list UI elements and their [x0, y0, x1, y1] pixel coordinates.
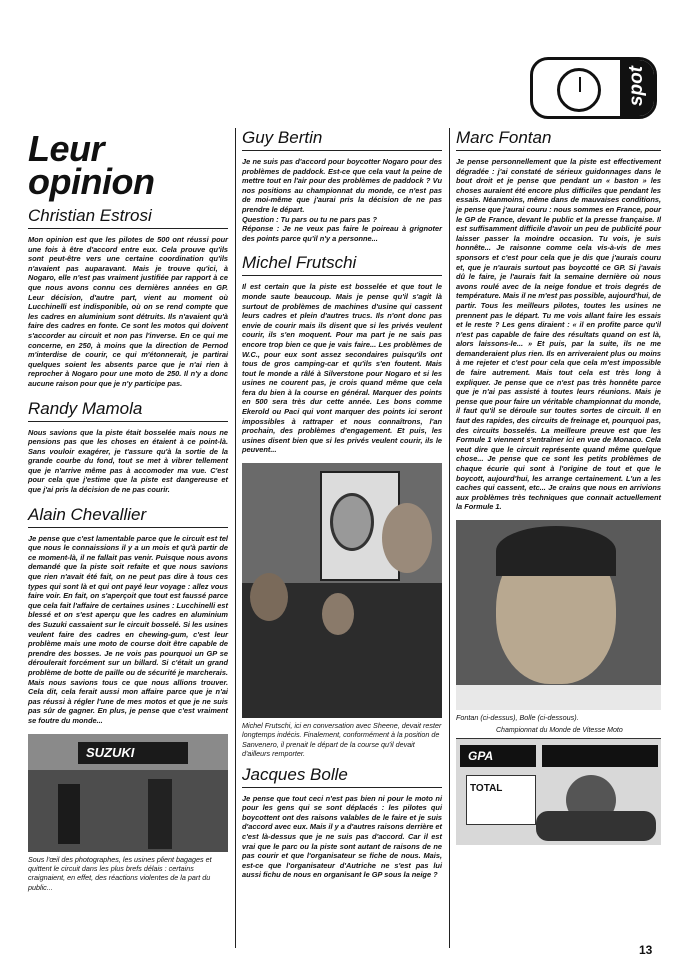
fontan-photo [456, 520, 661, 710]
bertin-question: Question : Tu pars ou tu ne pars pas ? [242, 214, 377, 224]
chevallier-text: Je pense que c'est lamentable parce que le circuit est tel que nous le connaissions il y a un mois et qu'à partir de ce moment-là, il ne fallait pas venir. Puisque nous avons demandé que la piste soit refaite et que nous savions que rien n'avait été fait, on ne peut pas dire à tous ces types qui sont là et qui ont payé leur voyage : allez vous faire voir. En fait, on s'aperçoit que tout est faussé parce que cela fait l'affaire de certaines usines : Lucchinelli est blessé et on s'est aperçu que les cadres en aluminium des Suzuki cassaient sur le circuit bosselé. Si les usines veulent faire des cadres en chewing-gum, c'est leur problème mais une moto de course doit être capable de prendre des bosses. Je ne vois pas pourquoi un GP se déroulerait forcément sur un billard. Si c'était un grand problème de botte de paille ou de sécurité je marcherais. Mais nous savions tous ce que nous allions trouver. Cela dit, cela ferait aussi mon affaire parce que je n'ai pas réussi à régler l'une de mes motos et que je ne suis pas sûr de gagner. En plus, je pense que c'est vraiment se foutre du monde... [28, 533, 228, 725]
page-number: 13 [639, 943, 653, 957]
page-title: Leur opinion [28, 128, 155, 202]
bertin-heading: Guy Bertin [242, 128, 323, 147]
logo-text: spot [626, 66, 647, 107]
frutschi-heading: Michel Frutschi [242, 253, 357, 273]
column-3 [456, 128, 661, 845]
frutschi-caption: Michel Frutschi, ici en conversation avec Sheene, devait rester longtemps indécis. Finalement, conformément à la position de Sanvenero, il prenait le départ de la course qu'il devait d'ailleurs remporter. [242, 721, 442, 759]
bertin-text: Je ne suis pas d'accord pour boycotter Nogaro pour des problèmes de paddock. Est-ce que cela vaut la peine de mettre tout en l'air pour des problèmes de paddock ? Vu nos positions au championnat du monde, ce n'est pas de moi-même que j'aurai pris la décision de ne pas prendre le départ. [242, 157, 442, 214]
column-1 [28, 128, 228, 892]
column-2 [242, 128, 442, 880]
bolle-heading: Jacques Bolle [242, 764, 348, 784]
frutschi-text: Il est certain que la piste est bosselée et que tout le monde saute beaucoup. Mais je pense qu'il s'agit là surtout de problèmes de machines d'usine qui cassent leurs cadres et plein d'autres trucs. Ils n'ont donc pas envie de courir mais ils disent que si les privés veulent courir, ils s'en moquent. Pour ma part je ne sais pas encore trop bien ce que je vais faire... Les problèmes de W.C., pour eux sont assez secondaires puisqu'ils ont tous de gros camping-car et qu'ils s'en foutent. Mais tout le monde a râlé à Silverstone pour Nogaro et si les usines ne courent pas, je crois quand même que cela fera du bien à la course en général. Marquer des points en 500 sera très dur cette année. Les bons comme Ekerold ou Paci qui vont marquer des points ici seront impossibles à rattraper et nous connaîtrons, l'an prochain, des problèmes d'engagement. Et puis, les usines disent bien que si les privés veulent courir, ils le peuvent... [242, 282, 442, 455]
fontan-caption: Fontan (ci-dessus), Bolle (ci-dessous). [456, 712, 579, 722]
fontan-text: Je pense personnellement que la piste est effectivement dégradée : j'ai constaté de sérieux guidonnages dans le bout droit et je pense que pendant un « baston » les choses auraient été encore plus difficiles que pendant les essais. Néanmoins, même dans de mauvaises conditions, je pense que j'aurai couru : nous sommes en France, pour le GP de France, devant le public et la presse française. Il est suffisamment difficile d'avoir un peu de publicité pour laisser passer la moindre occasion. Tu vois, je suis honnête... Je raisonne comme cela vis-à-vis de mes sponsors et c'est pour cela que je dis que j'aurais couru et, que je n'aurais surtout pas boycotté ce GP. Si j'avais dû le faire, je l'aurais fait la semaine dernière où nous avons roulé avec de la neige fondue et trois degrés de température. Mais il ne m'est pas possible, aujourd'hui, de partir. Tous les meilleurs pilotes, toutes les usines ne prennent pas le départ. Tu me vois allant faire les essais et le reste ? Les gens diraient : « il en profite parce qu'il n'est pas capable de faire des résultats quand on est là, alors laissons-le... » Et puis, par la suite, ils ne me demanderaient plus rien. Ils en arriveraient plus ou moins à me rejeter et c'est pour cela que cela m'est impossible de faire autrement. Mais tout cela est très long à expliquer. Je pense que ce n'est pas très honnête parce que je n'ai pas assisté à toutes leurs réunions. Mais je pense que pour faire un véritable championnat du monde, il faut qu'il se déroule sur toutes sortes de circuit. Il en faut des rapides, des circuits de freinage et, pourquoi pas, des circuits bosselés. La meilleure preuve est que les Formule 1 viennent s'entraîner ici en vue de Monaco. Cela veut dire que le circuit représente quand même quelque chose... Je pense que ce sont les petits problèmes de chaque écurie qui sont à l'origine de tout et que le boycott, aujourd'hui, les arrange certainement. L'un a les caches qui cassent, etc... Je crains que nous en arrivions aux problèmes très techniques que connait actuellement la Formule 1. [456, 157, 661, 512]
mamola-text: Nous savions que la piste était bosselée mais nous ne pensions pas que les choses en étaient à ce point-là. Sans vouloir exagérer, je t'assure qu'à la sortie de la grande courbe du fond, tout se met à vibrer tellement que je n'arrive même pas à accomoder ma vue. C'est pour cela que j'estime que la piste est dangereuse et que j'ai pris la décision de ne pas courir. [28, 427, 228, 495]
spot-logo [530, 57, 657, 119]
stopwatch-icon [557, 68, 601, 112]
bolle-photo: Championnat du Monde de Vitesse Moto GPA TOTAL [456, 725, 661, 845]
suzuki-caption: Sous l'œil des photographes, les usines plient bagages et quittent le circuit dans les plus brefs délais : certains craignaient, en effet, des réactions violentes de la part du public... [28, 854, 212, 892]
estrosi-heading: Christian Estrosi [28, 206, 152, 225]
mamola-heading: Randy Mamola [28, 398, 143, 418]
estrosi-text: Mon opinion est que les pilotes de 500 ont réussi pour une fois à être d'accord entre eux. Cela prouve qu'ils sont peut-être vers une certaine coordination qu'ils n'avaient pas auparavant. Mais je trouve qu'ici, à Nogaro, elle n'est pas vraiment justifiée par rapport à ce que nous avons connu ces dernières années en GP. Leur décision, d'autre part, vient au moment où Lucchinelli est indisponible, où on se rend compte que les cadres en aluminium sont détruits. Ils n'avaient qu'à faire des cadres en fonte. Ce sont les motos qui doivent s'accorder au circuit et non pas l'inverse. En ce qui me concerne, en 250, à moins que la direction de Pernod m'interdise de courir, ce qui m'étonnerait, je partirai quelques soient les absents parce que je n'ai rien à reprocher à Nogaro pour une moto de 250. Il n'y a donc aucune raison pour que je n'y participe pas. [28, 235, 228, 388]
bertin-answer: Réponse : Je ne veux pas faire le poireau à grignoter des points parce qu'il n'y a personne... [242, 224, 442, 243]
frutschi-photo [242, 463, 442, 718]
bolle-text: Je pense que tout ceci n'est pas bien ni pour le moto ni pour les gens qui se sont déplacés : les pilotes qui boycottent ont des raisons valables de le faire et je suis d'accord avec eux. Mais il y a d'autres raisons derrière et c'est là-dessus que je ne suis pas d'accord. Car il est vrai que le parc ou la piste sont autant de raisons de ne pas courir et que l'organisateur se fiche de nous. Mais, est-ce que l'organisateur d'Autriche ne s'est pas lui aussi fichu de nous en organisant le GP sous la neige ? [242, 793, 442, 880]
fontan-heading: Marc Fontan [456, 128, 552, 147]
chevallier-heading: Alain Chevallier [28, 504, 147, 524]
suzuki-photo: SUZUKI [28, 734, 228, 852]
